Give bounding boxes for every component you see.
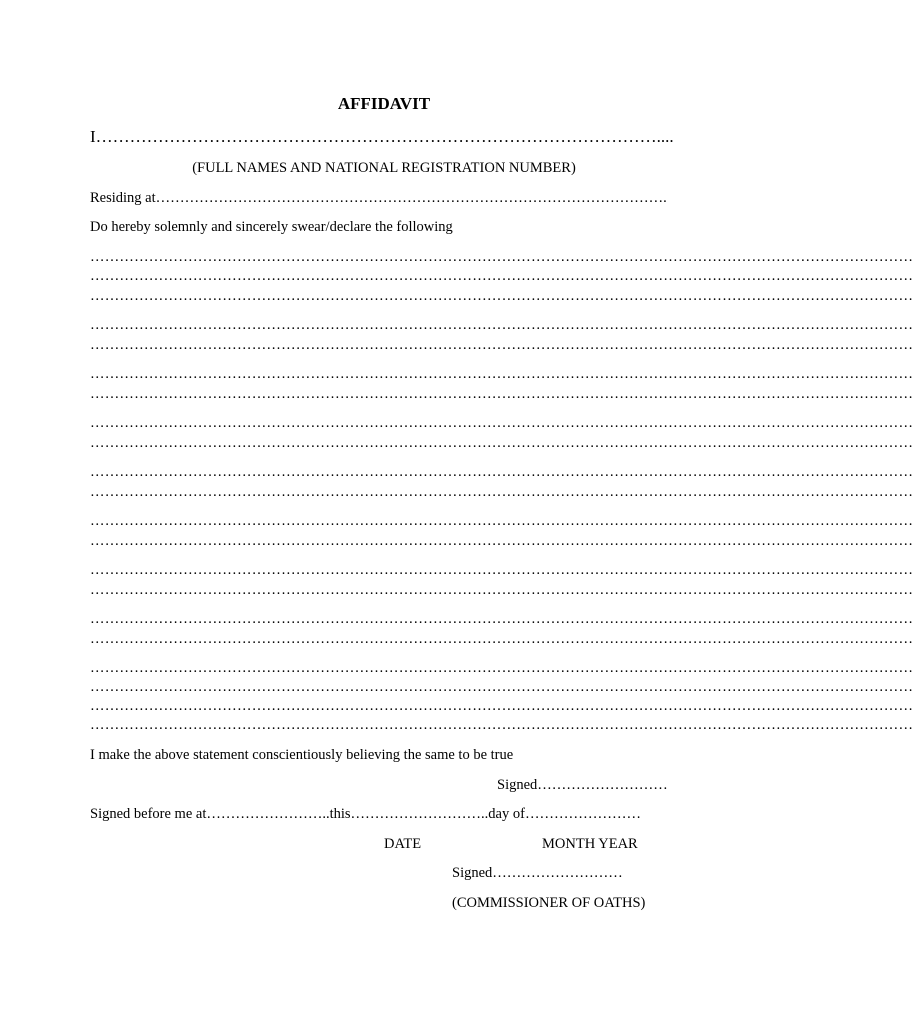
commissioner-signature-field: Signed……………………… [452, 865, 623, 881]
statement-line: …………………………………………………………………………………………………………………………………………………… [90, 513, 913, 529]
statement-line: …………………………………………………………………………………………………………………………………………………… [90, 415, 913, 431]
statement-of-truth: I make the above statement conscientiously believing the same to be true [90, 747, 514, 763]
statement-line: …………………………………………………………………………………………………………………………………………………… [90, 631, 913, 647]
full-name-field: I……………………………………………………………………………………….... [90, 127, 674, 146]
deponent-signature-field: Signed……………………… [497, 777, 668, 793]
statement-line: …………………………………………………………………………………………………………………………………………………… [90, 611, 913, 627]
statement-line: …………………………………………………………………………………………………………………………………………………… [90, 698, 913, 714]
document-title: AFFIDAVIT [337, 94, 431, 113]
statement-line: …………………………………………………………………………………………………………………………………………………… [90, 317, 913, 333]
statement-line: …………………………………………………………………………………………………………………………………………………… [90, 337, 913, 353]
statement-line: …………………………………………………………………………………………………………………………………………………… [90, 288, 913, 304]
statement-line: …………………………………………………………………………………………………………………………………………………… [90, 484, 913, 500]
name-caption: (FULL NAMES AND NATIONAL REGISTRATION NUMBER) [192, 160, 576, 176]
statement-line: …………………………………………………………………………………………………………………………………………………… [90, 366, 913, 382]
commissioner-caption: (COMMISSIONER OF OATHS) [452, 895, 646, 911]
statement-line: …………………………………………………………………………………………………………………………………………………… [90, 679, 913, 695]
signed-before-field: Signed before me at……………………..this………………………..day of…………………… [90, 806, 641, 822]
statement-line: …………………………………………………………………………………………………………………………………………………… [90, 464, 913, 480]
statement-line: …………………………………………………………………………………………………………………………………………………… [90, 386, 913, 402]
residing-at-field: Residing at……………………………………………………………………………………………. [90, 190, 667, 206]
statement-line: …………………………………………………………………………………………………………………………………………………… [90, 533, 913, 549]
statement-line: …………………………………………………………………………………………………………………………………………………… [90, 249, 913, 265]
statement-line: …………………………………………………………………………………………………………………………………………………… [90, 717, 913, 733]
statement-line: …………………………………………………………………………………………………………………………………………………… [90, 660, 913, 676]
statement-line: …………………………………………………………………………………………………………………………………………………… [90, 268, 913, 284]
date-label: DATE [384, 836, 422, 852]
statement-line: …………………………………………………………………………………………………………………………………………………… [90, 582, 913, 598]
statement-line: …………………………………………………………………………………………………………………………………………………… [90, 562, 913, 578]
month-year-label: MONTH YEAR [542, 836, 638, 852]
declaration-intro: Do hereby solemnly and sincerely swear/declare the following [90, 219, 453, 235]
statement-line: …………………………………………………………………………………………………………………………………………………… [90, 435, 913, 451]
